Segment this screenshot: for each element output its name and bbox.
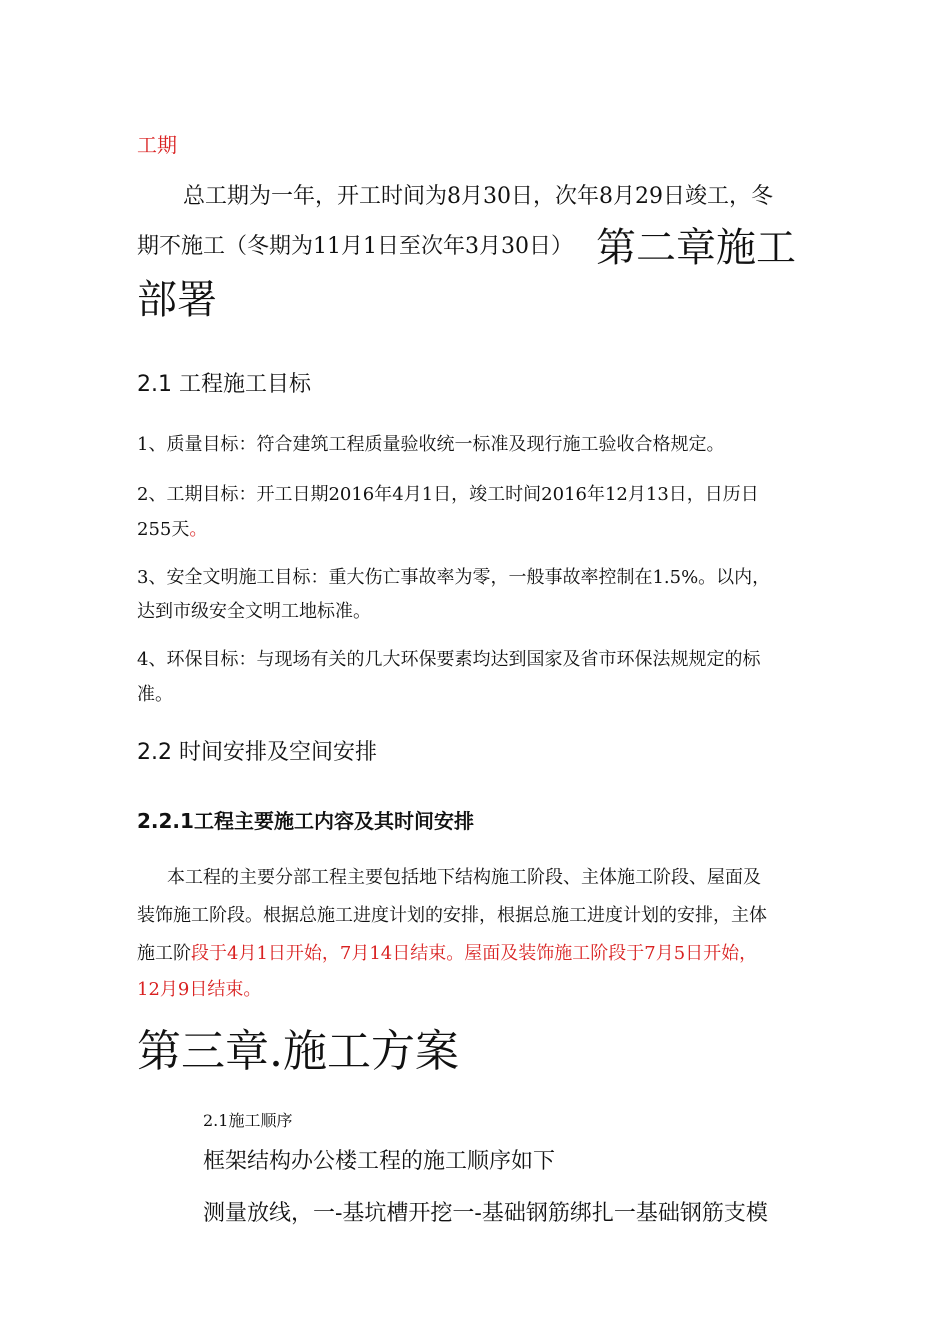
goal-3-line2: 达到市级安全文明工地标准。 — [137, 601, 371, 622]
schedule-line3-black: 施工阶 — [137, 943, 191, 964]
goal-1: 1、质量目标：符合建筑工程质量验收统一标准及现行施工验收合格规定。 — [137, 434, 725, 455]
schedule-paragraph-line3 — [137, 939, 757, 965]
goal-2-period: 。 — [189, 519, 208, 540]
section-2-1-title: 2.1 工程施工目标 — [137, 372, 311, 397]
goal-3-line1: 3、安全文明施工目标：重大伤亡事故率为零，一般事故率控制在1.5%。以内， — [137, 567, 771, 588]
chapter2-title-part2: 部署 — [137, 277, 217, 323]
goal-2-line2 — [137, 515, 207, 541]
goal-2-line1: 2、工期目标：开工日期2016年4月1日，竣工时间2016年12月13日，日历日 — [137, 484, 759, 505]
intro-paragraph-line2: 期不施工（冬期为11月1日至次年3月30日） — [137, 234, 573, 259]
goal-4-line2: 准。 — [137, 684, 173, 705]
schedule-paragraph-line1: 本工程的主要分部工程主要包括地下结构施工阶段、主体施工阶段、屋面及 — [167, 867, 761, 888]
section-2-2-1-title: 2.2.1工程主要施工内容及其时间安排 — [137, 809, 474, 833]
subsection-2-1-order: 2.1施工顺序 — [203, 1111, 293, 1130]
goal-4-line1: 4、环保目标：与现场有关的几大环保要素均达到国家及省市环保法规规定的标 — [137, 649, 761, 670]
chapter3-title: 第三章.施工方案 — [137, 1026, 459, 1077]
sequence-intro: 框架结构办公楼工程的施工顺序如下 — [203, 1149, 556, 1174]
section-label-gongqi: 工期 — [137, 133, 177, 157]
section-2-2-title: 2.2 时间安排及空间安排 — [137, 740, 377, 765]
sequence-steps: 测量放线，一-基坑槽开挖一-基础钢筋绑扎一基础钢筋支模 — [203, 1201, 768, 1226]
schedule-paragraph-line4: 12月9日结束。 — [137, 979, 262, 1000]
schedule-paragraph-line2: 装饰施工阶段。根据总施工进度计划的安排，根据总施工进度计划的安排，主体 — [137, 905, 767, 926]
intro-paragraph-line1: 总工期为一年，开工时间为8月30日，次年8月29日竣工，冬 — [183, 184, 773, 209]
goal-2-days: 255天 — [137, 519, 190, 540]
schedule-line3-red: 段于4月1日开始，7月14日结束。屋面及装饰施工阶段于7月5日开始， — [191, 943, 758, 964]
chapter2-title-part1: 第二章施工 — [596, 225, 796, 271]
